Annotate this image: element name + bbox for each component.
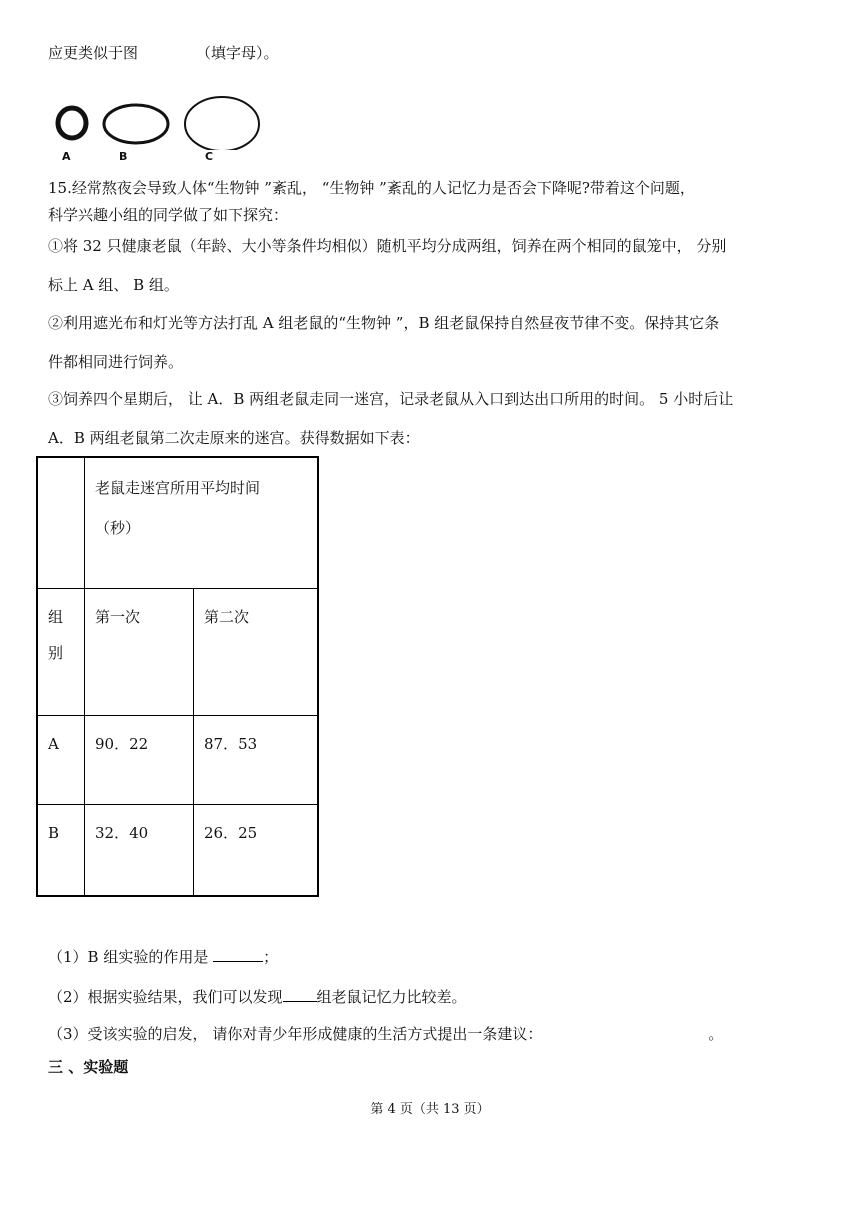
sub-question-3 <box>48 1024 723 1044</box>
sub1-suffix: ； <box>263 948 279 966</box>
q15-intro-line2: 科学兴趣小组的同学做了如下探究： <box>48 206 289 224</box>
sub1-text: （1）B 组实验的作用是 <box>48 948 209 966</box>
figure-label-c: C <box>205 150 214 163</box>
col-first-label: 第一次 <box>95 608 141 626</box>
ellipse-drawing <box>48 90 268 150</box>
q15-step3-line1: ③饲养四个星期后， 让 A．B 两组老鼠走同一迷宫，记录老鼠从入口到达出口所用的时间。 5 小时后让 <box>48 390 734 408</box>
section-title: 三 、实验题 <box>48 1058 129 1076</box>
sub1-answer-blank[interactable] <box>213 946 263 962</box>
group-header-char1: 组 <box>48 608 64 626</box>
figure-label-b: B <box>119 150 128 163</box>
row-a-group: A <box>48 735 59 753</box>
sub3-suffix: 。 <box>708 1025 724 1043</box>
prev-question-text: 应更类似于图 <box>48 44 139 62</box>
row-b-group: B <box>48 824 60 842</box>
row-a-first: 90．22 <box>95 735 149 753</box>
maze-time-table <box>36 456 319 897</box>
sub-question-1 <box>48 946 278 967</box>
figure-label-a: A <box>62 150 71 163</box>
q15-step2-line2: 件都相同进行饲养。 <box>48 353 184 371</box>
q15-step2-line1: ②利用遮光布和灯光等方法打乱 A 组老鼠的“生物钟 ”，B 组老鼠保持自然昼夜节律不变。保持其它条 <box>48 314 720 332</box>
ellipse-c <box>185 97 259 150</box>
table-header-line2: （秒） <box>95 519 141 537</box>
table-row <box>37 716 318 805</box>
sub2-text: （2）根据实验结果，我们可以发现 <box>48 988 283 1006</box>
ellipse-a <box>58 108 86 138</box>
sub2-suffix: 组老鼠记忆力比较差。 <box>316 988 467 1006</box>
ellipse-figure <box>48 90 268 170</box>
row-a-second: 87．53 <box>204 735 258 753</box>
table-header-cell <box>85 457 319 589</box>
table-col-second <box>194 589 319 716</box>
row-b-first: 32．40 <box>95 824 149 842</box>
table-header-line1: 老鼠走迷宫所用平均时间 <box>95 479 261 497</box>
group-header-char2: 别 <box>48 644 64 662</box>
q15-step1-line2: 标上 A 组、 B 组。 <box>48 276 179 294</box>
prev-question-suffix: （填字母）。 <box>196 44 279 62</box>
col-second-label: 第二次 <box>204 608 250 626</box>
table-row <box>37 805 318 897</box>
sub-question-2 <box>48 986 467 1007</box>
table-group-header <box>37 589 85 716</box>
page-footer: 第 4 页（共 13 页） <box>370 1102 490 1117</box>
q15-step3-line2: A．B 两组老鼠第二次走原来的迷宫。获得数据如下表： <box>48 429 420 447</box>
sub2-answer-blank[interactable] <box>283 986 317 1002</box>
q15-step1-line1: ①将 32 只健康老鼠（年龄、大小等条件均相似）随机平均分成两组，饲养在两个相同的鼠笼中， 分别 <box>48 237 727 255</box>
table-col-first <box>85 589 194 716</box>
table-corner-cell <box>37 457 85 589</box>
sub3-text: （3）受该实验的启发， 请你对青少年形成健康的生活方式提出一条建议： <box>48 1025 543 1043</box>
ellipse-b <box>104 105 168 143</box>
q15-intro-line1: 15.经常熬夜会导致人体“生物钟 ”紊乱， “生物钟 ”紊乱的人记忆力是否会下降呢?带着这个问题， <box>48 179 695 197</box>
row-b-second: 26．25 <box>204 824 258 842</box>
previous-question-line <box>48 43 279 63</box>
